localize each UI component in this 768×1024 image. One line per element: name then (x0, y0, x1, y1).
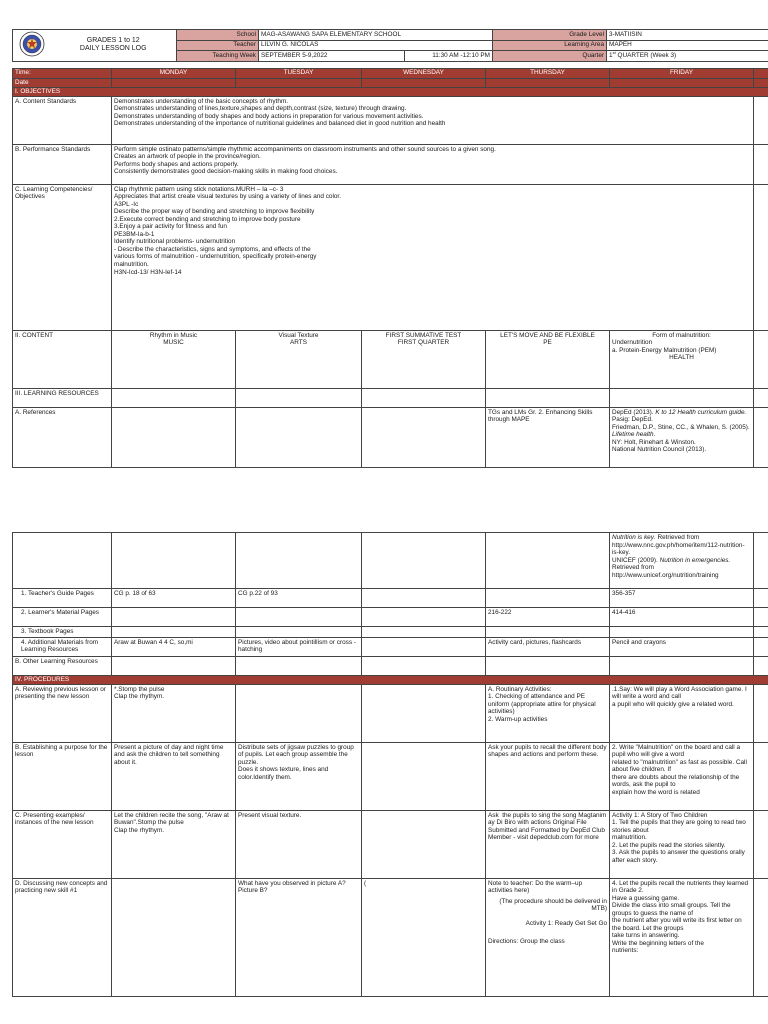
proc-a-label: A. Reviewing previous lesson or presenting the new lesson (13, 684, 112, 742)
additional-materials-row (13, 637, 768, 656)
performance-standards-text: Perform simple ostinato patterns/simple rhythmic accompaniments on classroom instruments and other sound sources to a given song. Creates an artwork of people in the province/region. Performs body shapes and actions properly. Consistently demonstrates good decision-making skills in making food choices. (112, 144, 754, 184)
content-standards-text: Demonstrates understanding of the basic concepts of rhythm. Demonstrates understanding of lines,texture,shapes and depth,contrast (size, texture) through drawing. Demonstrates understanding of body shapes and body actions in preparation for various movement activities. Demonstrates understanding of the importance of nutritional guidelines and balanced diet in good nutrition and health (112, 96, 754, 144)
procedure-d-row (13, 878, 768, 996)
day-header-row (13, 69, 768, 79)
deped-seal (13, 30, 51, 62)
procedure-c-row (13, 810, 768, 878)
title-line-1: GRADES 1 to 12 (86, 36, 140, 44)
other-resources-row (13, 656, 768, 675)
ref-cont-part-4: Retrieved from http://www.unicef.org/nutrition/training (612, 564, 719, 579)
lesson-table-page-1 (12, 68, 768, 468)
ref-cont-part-2: . Retrieved from http://www.nnc.gov.ph/home/item/112-nutrition-is-key. UNICEF (2009). (612, 534, 745, 564)
proc-d-tuesday: What have you observed in picture A? Picture B? (236, 878, 362, 996)
objectives-heading: I. OBJECTIVES (13, 87, 768, 96)
proc-a-friday: .1.Say: We will play a Word Association game. I will write a word and call a pupil who will quickly give a related word. (610, 684, 754, 742)
school-label: School (177, 30, 259, 41)
content-friday-c: HEALTH (669, 354, 694, 362)
col-thursday: THURSDAY (486, 69, 610, 79)
proc-c-tuesday: Present visual texture. (236, 810, 362, 878)
lm-thursday: 216-222 (486, 608, 610, 627)
add-label: 4. Additional Materials from Learning Resources (13, 637, 112, 656)
proc-d-label: D. Discussing new concepts and practicing new skill #1 (13, 878, 112, 996)
proc-d-friday: 4. Let the pupils recall the nutrients they learned in Grade 2. Have a guessing game. Divide the class into small groups. Tell the groups to guess the name of the nutrient after you will write its first letter on the board. Let the groups take turns in answering. Write the beginning letters of the nutrients: (610, 878, 754, 996)
col-wednesday: WEDNESDAY (362, 69, 486, 79)
proc-b-label: B. Establishing a purpose for the lesson (13, 742, 112, 810)
proc-b-thursday: Ask your pupils to recall the different body shapes and actions and perform these. (486, 742, 610, 810)
lesson-table-page-2 (12, 532, 768, 997)
content-friday-a: Form of malnutrition: (652, 331, 711, 339)
col-monday: MONDAY (112, 69, 236, 79)
lm-label: 2. Learner's Material Pages (13, 608, 112, 627)
procedures-heading-row (13, 675, 768, 684)
objectives-heading-row (13, 87, 768, 96)
other-label: B. Other Learning Resources (13, 656, 112, 675)
proc-b-monday: Present a picture of day and night time and ask the children to tell something about it. (112, 742, 236, 810)
ref-friday-part-5: NY: Holt, Rinehart & Winston. National Nutrition Council (2013). (612, 438, 707, 454)
log-title (51, 30, 177, 62)
proc-d-thursday-mtb: (The procedure should be delivered in MTB) (499, 897, 607, 913)
content-friday (610, 330, 754, 388)
tb-label: 3. Textbook Pages (13, 627, 112, 638)
content-thursday: LET'S MOVE AND BE FLEXIBLE PE (486, 330, 610, 388)
ref-cont-part-1: Nutrition is key (612, 534, 654, 541)
area-value: MAPEH (607, 40, 768, 51)
header-table (12, 29, 768, 62)
content-monday: Rhythm in Music MUSIC (112, 330, 236, 388)
procedure-b-row (13, 742, 768, 810)
quarter-value: 1st QUARTER (Week 3) (607, 51, 768, 62)
references-row (13, 407, 768, 467)
col-friday: FRIDAY (610, 69, 754, 79)
date-row (13, 78, 768, 87)
area-label: Learning Area (493, 40, 607, 51)
tg-label: 1. Teacher's Guide Pages (13, 589, 112, 608)
proc-c-thursday: Ask the pupils to sing the song Magtanim ay Di Biro with actions Original File Submitted and Formatted by DepEd Club Member - visit depedclub.com for more (486, 810, 610, 878)
ref-friday-part-3: Pasig: DepEd. Friedman, D.P., Stine, CC., & Whalen, S. (2005). (612, 416, 750, 431)
proc-c-monday: Let the children recite the song, "Araw at Buwan".Stomp the pulse Clap the rhythym. (112, 810, 236, 878)
performance-standards-label: B. Performance Standards (13, 144, 112, 184)
col-tuesday: TUESDAY (236, 69, 362, 79)
proc-a-monday: *.Stomp the pulse Clap the rhythym. (112, 684, 236, 742)
proc-b-tuesday: Distribute sets of jigsaw puzzles to group of pupils. Let each group assemble the puzzle. Does it shows texture, lines and color.Identify them. (236, 742, 362, 810)
proc-b-friday: 2. Write "Malnutrition" on the board and call a pupil who will give a word related to "malnutrition" as fast as possible. Call about five children. If there are doubts about the relationship of the words, ask the pupil to explain how the word is related (610, 742, 754, 810)
proc-c-label: C. Presenting examples/ instances of the new lesson (13, 810, 112, 878)
content-row (13, 330, 768, 388)
competencies-label: C. Learning Competencies/ Objectives (13, 184, 112, 330)
tg-monday: CG p. 18 of 63 (112, 589, 236, 608)
week-label: Teaching Week (177, 51, 259, 62)
seal-icon (19, 31, 45, 57)
content-wednesday: FIRST SUMMATIVE TEST FIRST QUARTER (362, 330, 486, 388)
proc-d-thursday-note: Note to teacher: Do the warm–up activities here) (488, 879, 583, 895)
textbook-row (13, 627, 768, 638)
time-label: Time: (13, 69, 112, 79)
resources-heading-row (13, 388, 768, 407)
lm-friday: 414-416 (610, 608, 754, 627)
teacher-value: LILVIN G. NICOLAS (259, 40, 493, 51)
grade-label: Grade Level (493, 30, 607, 41)
references-label: A. References (13, 407, 112, 467)
proc-d-thursday-activity: Activity 1: Ready Get Set Go (525, 919, 607, 927)
teacher-label: Teacher (177, 40, 259, 51)
week-value: SEPTEMBER 5-9,2022 (259, 51, 405, 62)
school-value: MAG-ASAWANG SAPA ELEMENTARY SCHOOL (259, 30, 493, 41)
references-continued-row (13, 533, 768, 589)
procedure-a-row (13, 684, 768, 742)
competencies-row (13, 184, 768, 330)
references-friday (610, 407, 754, 467)
tg-tuesday: CG p.22 of 93 (236, 589, 362, 608)
grade-value: 3-MATIISIN (607, 30, 768, 41)
competencies-text: Clap rhythmic pattern using stick notations.MURH – Ia –c- 3 Appreciates that artist create visual textures by using a variety of lines and color. A3PL -Ic Describe the proper way of bending and stretching to improve flexibility 2.Execute correct bending and stretching to improve body posture 3.Enjoy a pair activity for fitness and fun PE3BM-Ia-b-1 Identify nutritional problems- undernutrition - Describe the characteristics, signs and symptoms, and effects of the various forms of malnutrition - undernutrition, specifically protein-energy malnutrition. H3N-Icd-13/ H3N-Ief-14 (112, 184, 754, 330)
content-tuesday: Visual Texture ARTS (236, 330, 362, 388)
add-monday: Araw at Buwan 4 4 C, so,mi (112, 637, 236, 656)
ref-friday-part-4: Lifetime health. (612, 431, 656, 439)
proc-d-thursday (486, 878, 610, 996)
teachers-guide-row (13, 589, 768, 608)
date-label: Date (13, 78, 112, 87)
ref-friday-part-1: DepEd (2013). (612, 408, 656, 416)
resources-heading: III. LEARNING RESOURCES (13, 388, 112, 407)
proc-c-friday: Activity 1: A Story of Two Children 1. Tell the pupils that they are going to read two stories about malnutrition. 2. Let the pupils read the stories silently. 3. Ask the pupils to answer the questions orally after each story. (610, 810, 754, 878)
performance-standards-row (13, 144, 768, 184)
content-standards-label: A. Content Standards (13, 96, 112, 144)
add-tuesday: Pictures, video about pointillism or cross -hatching (236, 637, 362, 656)
procedures-heading: IV. PROCEDURES (13, 675, 768, 684)
learners-material-row (13, 608, 768, 627)
references-thursday: TGs and LMs Gr. 2. Enhancing Skills through MAPE (486, 407, 610, 467)
proc-a-thursday: A. Routinary Activities: 1. Checking of attendance and PE uniform (appropriate attire for physical activities) 2. Warm-up activities (486, 684, 610, 742)
content-heading: II. CONTENT (13, 330, 112, 388)
time-value: 11:30 AM -12:10 PM (405, 51, 493, 62)
ref-cont-part-3: Nutrition in emergencies. (659, 556, 731, 564)
references-friday-continued (610, 533, 754, 589)
proc-d-thursday-directions: Directions: Group the class (488, 938, 565, 946)
content-friday-b: Undernutrition a. Protein-Energy Malnutrition (PEM) (612, 339, 717, 354)
quarter-label: Quarter (493, 51, 607, 62)
ref-friday-part-2: K to 12 Health curriculum guide. (655, 408, 747, 416)
add-friday: Pencil and crayons (610, 637, 754, 656)
content-standards-row (13, 96, 768, 144)
proc-d-wednesday: ( (362, 878, 486, 996)
add-thursday: Activity card, pictures, flashcards (486, 637, 610, 656)
tg-friday: 356-357 (610, 589, 754, 608)
title-line-2: DAILY LESSON LOG (79, 45, 147, 53)
